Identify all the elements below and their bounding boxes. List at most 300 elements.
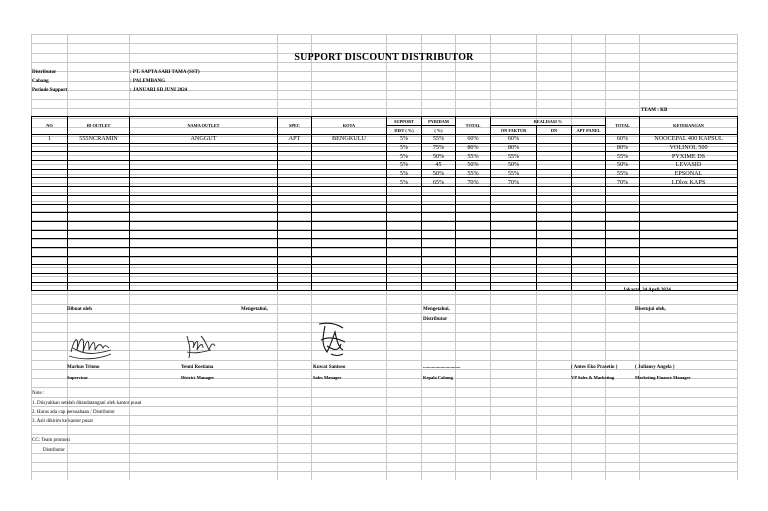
cell-support [387, 282, 422, 291]
cell-apt [572, 265, 606, 274]
cell-pyridam [422, 204, 456, 213]
cell-support: 5% [387, 178, 422, 187]
cell-kota [312, 282, 387, 291]
cell-no [32, 282, 68, 291]
grid-hline [31, 99, 737, 100]
grid-hline [31, 369, 737, 370]
cabang-label: Cabang [32, 79, 49, 84]
table-row [32, 213, 738, 222]
cell-apt [572, 213, 606, 222]
cell-kota [312, 161, 387, 170]
spreadsheet [31, 34, 737, 480]
cell-id [68, 161, 130, 170]
cell-no [32, 195, 68, 204]
mengetahui-1: Mengetahui, [241, 307, 268, 312]
cell-ket [640, 213, 738, 222]
cell-nama [130, 169, 278, 178]
cell-total [456, 204, 491, 213]
cell-kota [312, 169, 387, 178]
cell-pyridam [422, 239, 456, 248]
cell-dn [537, 161, 572, 170]
cell-no [32, 161, 68, 170]
grid-hline [31, 322, 737, 323]
date-label: Jakarta, 24 April 2024 [623, 288, 671, 293]
cell-id [68, 256, 130, 265]
cell-kota [312, 213, 387, 222]
cell-pyridam: 65% [422, 178, 456, 187]
cell-total [456, 247, 491, 256]
cell-support [387, 230, 422, 239]
cell-support [387, 265, 422, 274]
cell-nama [130, 161, 278, 170]
cell-total [456, 230, 491, 239]
distributor-value: : PT. SAPTA SARI TAMA (SST) [130, 70, 200, 75]
cell-spec [278, 161, 312, 170]
cell-no [32, 169, 68, 178]
cell-apt [572, 135, 606, 144]
cell-total: 80% [456, 143, 491, 152]
cell-spec [278, 282, 312, 291]
cell-total [456, 195, 491, 204]
signer-name: Markus Triono [67, 365, 100, 370]
cell-kota [312, 230, 387, 239]
grid-hline [31, 425, 737, 426]
col-nama-outlet: NAMA OUTLET [130, 117, 278, 135]
cell-total2 [606, 221, 640, 230]
table-row [32, 221, 738, 230]
cell-apt [572, 152, 606, 161]
cell-nama [130, 239, 278, 248]
cc-label: CC: Team promosi [32, 438, 70, 443]
signer-role: District Manager [181, 375, 215, 380]
cell-dn [537, 152, 572, 161]
cell-apt [572, 221, 606, 230]
col-realisasi: REALISASI % [491, 117, 606, 126]
col-kota: KOTA [312, 117, 387, 135]
table-body [32, 135, 738, 291]
cell-spec [278, 247, 312, 256]
cell-onfaktur [491, 204, 537, 213]
cell-pyridam [422, 213, 456, 222]
cell-dn [537, 143, 572, 152]
cell-total [456, 265, 491, 274]
cell-kota [312, 239, 387, 248]
signer-role: Sales Manager [313, 375, 342, 380]
cell-spec [278, 187, 312, 196]
cell-dn [537, 274, 572, 283]
cell-support [387, 221, 422, 230]
cell-kota [312, 204, 387, 213]
grid-hline [31, 397, 737, 398]
cell-ket [640, 187, 738, 196]
cell-ket [640, 239, 738, 248]
cell-ket: LDlox KAPS [640, 178, 738, 187]
cell-ket: NOOCEPAL 400 KAPSUL [640, 135, 738, 144]
signer-name: Yenni Rostiana [181, 365, 214, 370]
cell-support [387, 213, 422, 222]
cell-apt [572, 256, 606, 265]
cell-spec [278, 213, 312, 222]
cell-dn [537, 204, 572, 213]
periode-label: Periode Support [32, 88, 68, 93]
cell-no [32, 230, 68, 239]
table-row [32, 274, 738, 283]
cell-total [456, 256, 491, 265]
cell-total2 [606, 213, 640, 222]
cell-kota [312, 274, 387, 283]
col-support-dist: DIST ( %) [387, 126, 422, 135]
cell-onfaktur [491, 239, 537, 248]
cell-total2: 60% [606, 135, 640, 144]
cell-total2 [606, 195, 640, 204]
cell-apt [572, 204, 606, 213]
cell-nama [130, 282, 278, 291]
cell-apt [572, 161, 606, 170]
periode-value: : JANUARI SD JUNI 2024 [130, 88, 188, 93]
cell-no [32, 256, 68, 265]
cell-id [68, 239, 130, 248]
cell-total2 [606, 256, 640, 265]
cell-total: 55% [456, 169, 491, 178]
signer-role: Supervisor [67, 375, 89, 380]
table-row [32, 143, 738, 152]
cell-spec [278, 195, 312, 204]
cell-apt [572, 195, 606, 204]
cell-no [32, 221, 68, 230]
col-support: SUPPORT [387, 117, 422, 126]
grid-hline [31, 360, 737, 361]
cell-apt [572, 143, 606, 152]
cell-onfaktur [491, 274, 537, 283]
cell-total [456, 221, 491, 230]
cell-no [32, 265, 68, 274]
cell-pyridam [422, 265, 456, 274]
cell-kota [312, 152, 387, 161]
disetujui-oleh: Disetujui oleh, [635, 307, 666, 312]
table-row [32, 152, 738, 161]
cell-support [387, 187, 422, 196]
table-row [32, 135, 738, 144]
cell-id [68, 204, 130, 213]
cell-total [456, 239, 491, 248]
cell-pyridam [422, 230, 456, 239]
col-spec: SPEC [278, 117, 312, 135]
cell-kota: BENGKULU [312, 135, 387, 144]
cell-nama [130, 178, 278, 187]
cell-no [32, 239, 68, 248]
cell-dn [537, 221, 572, 230]
cell-nama: ANGGUT [130, 135, 278, 144]
cell-id: 555NCRAMIN [68, 135, 130, 144]
cell-no: 1 [32, 135, 68, 144]
table-row [32, 247, 738, 256]
cell-onfaktur [491, 230, 537, 239]
signer-role: Kepala Cabang [423, 375, 453, 380]
cell-onfaktur [491, 213, 537, 222]
cell-kota [312, 256, 387, 265]
table-row [32, 178, 738, 187]
grid-hline [31, 434, 737, 435]
cell-total2 [606, 247, 640, 256]
cc-distributor: Distributor [43, 448, 65, 453]
cell-onfaktur [491, 247, 537, 256]
cell-nama [130, 230, 278, 239]
cell-pyridam [422, 195, 456, 204]
cell-ket: EPSONAL [640, 169, 738, 178]
col-pyridam: PYRIDAM [422, 117, 456, 126]
cell-onfaktur: 50% [491, 161, 537, 170]
signer-name: ( Antes Eko Prasetio ) [571, 365, 618, 370]
cell-spec [278, 169, 312, 178]
cell-nama [130, 221, 278, 230]
cell-onfaktur [491, 256, 537, 265]
grid-hline [31, 406, 737, 407]
cell-apt [572, 230, 606, 239]
cell-no [32, 152, 68, 161]
signature-yenni [181, 330, 217, 362]
cell-kota [312, 178, 387, 187]
cell-kota [312, 187, 387, 196]
cell-total: 60% [456, 135, 491, 144]
cell-apt [572, 239, 606, 248]
signer-role: VP Sales & Marketing [571, 375, 615, 380]
grid-hline [31, 415, 737, 416]
signer-role: Marketing Finance Manager [635, 375, 691, 380]
cell-ket [640, 247, 738, 256]
cell-onfaktur: 80% [491, 143, 537, 152]
cell-total2 [606, 204, 640, 213]
grid-hline [31, 43, 737, 44]
cell-spec [278, 265, 312, 274]
cell-pyridam [422, 282, 456, 291]
cabang-value: : PALEMBANG [130, 79, 166, 84]
support-table [31, 116, 738, 291]
cell-nama [130, 195, 278, 204]
cell-total2: 80% [606, 143, 640, 152]
cell-id [68, 178, 130, 187]
cell-spec [278, 274, 312, 283]
grid-hline [31, 304, 737, 305]
cell-dn [537, 169, 572, 178]
cell-support: 5% [387, 161, 422, 170]
grid-hline [31, 471, 737, 472]
cell-id [68, 247, 130, 256]
cell-spec [278, 239, 312, 248]
cell-support: 5% [387, 152, 422, 161]
cell-onfaktur [491, 265, 537, 274]
grid-hline [31, 332, 737, 333]
grid-hline [31, 341, 737, 342]
cell-id [68, 169, 130, 178]
cell-nama [130, 143, 278, 152]
col-total: TOTAL [456, 117, 491, 135]
cell-onfaktur: 70% [491, 178, 537, 187]
cell-onfaktur: 55% [491, 169, 537, 178]
cell-no [32, 213, 68, 222]
cell-pyridam [422, 187, 456, 196]
cell-kota [312, 143, 387, 152]
cell-nama [130, 187, 278, 196]
cell-ket [640, 195, 738, 204]
cell-dn [537, 282, 572, 291]
cell-apt [572, 274, 606, 283]
cell-dn [537, 256, 572, 265]
cell-nama [130, 256, 278, 265]
mengetahui-2: Mengetahui, [423, 307, 450, 312]
cell-nama [130, 265, 278, 274]
cell-ket: LEVASID [640, 161, 738, 170]
cell-kota [312, 221, 387, 230]
cell-ket [640, 256, 738, 265]
cell-no [32, 204, 68, 213]
cell-onfaktur [491, 282, 537, 291]
table-row [32, 256, 738, 265]
grid-hline [31, 387, 737, 388]
cell-dn [537, 187, 572, 196]
grid-hline [31, 350, 737, 351]
cell-onfaktur: 60% [491, 135, 537, 144]
cell-total2 [606, 187, 640, 196]
table-row [32, 204, 738, 213]
cell-no [32, 274, 68, 283]
signature-markus [67, 330, 113, 362]
col-keterangan: KETERANGAN [640, 117, 738, 135]
cell-nama [130, 247, 278, 256]
cell-pyridam [422, 247, 456, 256]
cell-ket [640, 265, 738, 274]
cell-pyridam: 75% [422, 143, 456, 152]
cell-id [68, 230, 130, 239]
cell-no [32, 178, 68, 187]
cell-id [68, 265, 130, 274]
signer-name: .............................. [423, 365, 461, 370]
cell-support [387, 247, 422, 256]
grid-hline [31, 294, 737, 295]
cell-total [456, 213, 491, 222]
table-row [32, 239, 738, 248]
grid-hline [31, 34, 737, 35]
cell-pyridam [422, 274, 456, 283]
table-row [32, 187, 738, 196]
grid-hline [31, 462, 737, 463]
cell-ket [640, 221, 738, 230]
page-title: SUPPORT DISCOUNT DISTRIBUTOR [294, 52, 474, 63]
cell-pyridam: 45 [422, 161, 456, 170]
cell-spec [278, 143, 312, 152]
cell-apt [572, 282, 606, 291]
cell-spec [278, 230, 312, 239]
col-on-faktur: ON FAKTUR [491, 126, 537, 135]
cell-kota [312, 195, 387, 204]
grid-hline [31, 453, 737, 454]
cell-kota [312, 265, 387, 274]
cell-support: 5% [387, 169, 422, 178]
cell-no [32, 143, 68, 152]
cell-dn [537, 135, 572, 144]
signer-name: ( Juliansy Angela ) [635, 365, 675, 370]
grid-hline [31, 108, 737, 109]
cell-id [68, 143, 130, 152]
col-apt-panel: APT PANEL [572, 126, 606, 135]
cell-total [456, 274, 491, 283]
cell-total [456, 282, 491, 291]
col-id-outlet: ID OUTLET [68, 117, 130, 135]
cell-support: 5% [387, 135, 422, 144]
cell-no [32, 247, 68, 256]
cell-onfaktur [491, 187, 537, 196]
grid-hline [31, 313, 737, 314]
cell-dn [537, 247, 572, 256]
cell-id [68, 152, 130, 161]
col-pyridam-pct: ( %) [422, 126, 456, 135]
signer-name: Kuwat Santoso [313, 365, 346, 370]
team-label: TEAM : KB [641, 108, 668, 113]
cell-pyridam [422, 221, 456, 230]
cell-total: 55% [456, 152, 491, 161]
table-row [32, 169, 738, 178]
cell-total2 [606, 230, 640, 239]
cell-support: 5% [387, 143, 422, 152]
cell-spec [278, 256, 312, 265]
cell-support [387, 195, 422, 204]
cell-pyridam: 55% [422, 135, 456, 144]
table-row [32, 265, 738, 274]
note-label: Note : [32, 391, 45, 396]
col-total2: TOTAL [606, 117, 640, 135]
cell-total2: 55% [606, 152, 640, 161]
dibuat-oleh: Dibuat oleh [67, 307, 92, 312]
cell-onfaktur: 55% [491, 152, 537, 161]
cell-dn [537, 265, 572, 274]
cell-total2: 55% [606, 169, 640, 178]
grid-hline [31, 378, 737, 379]
cell-support [387, 239, 422, 248]
cell-id [68, 187, 130, 196]
cell-support [387, 204, 422, 213]
cell-nama [130, 213, 278, 222]
grid-hline [31, 443, 737, 444]
cell-ket: VOLINOL 500 [640, 143, 738, 152]
cell-spec [278, 178, 312, 187]
cell-ket [640, 230, 738, 239]
cell-onfaktur [491, 221, 537, 230]
col-dn: DN [537, 126, 572, 135]
cell-apt [572, 169, 606, 178]
distributor-sign-label: Distributor [423, 317, 448, 322]
cell-total2 [606, 265, 640, 274]
cell-dn [537, 213, 572, 222]
cell-total: 70% [456, 178, 491, 187]
cell-total2 [606, 274, 640, 283]
note-1: 1. Diisyahkan setelah ditandatangani oleh kantor pusat [32, 401, 142, 406]
cell-total [456, 187, 491, 196]
table-row [32, 195, 738, 204]
cell-dn [537, 178, 572, 187]
cell-apt [572, 187, 606, 196]
cell-id [68, 195, 130, 204]
cell-nama [130, 152, 278, 161]
cell-total2: 70% [606, 178, 640, 187]
cell-dn [537, 239, 572, 248]
cell-pyridam [422, 256, 456, 265]
note-2: 2. Harus ada cap perusahaan / Distributor [32, 410, 115, 415]
cell-id [68, 213, 130, 222]
cell-total2 [606, 239, 640, 248]
cell-spec [278, 152, 312, 161]
signature-kuwat [313, 320, 349, 360]
cell-apt [572, 178, 606, 187]
cell-pyridam: 50% [422, 152, 456, 161]
